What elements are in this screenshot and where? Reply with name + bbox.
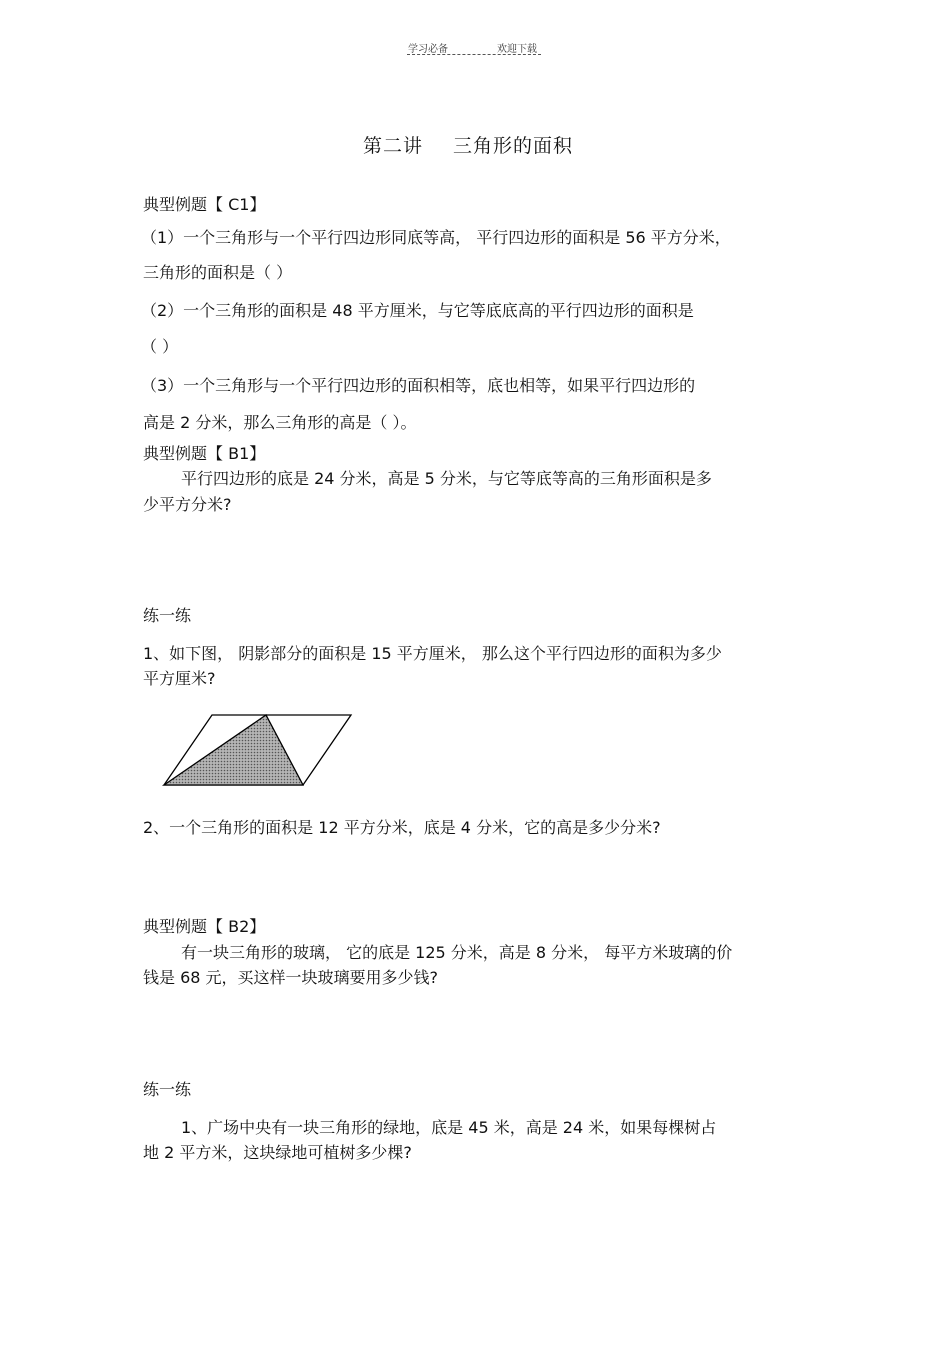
header-left: 学习必备	[408, 44, 448, 55]
shaded-triangle	[164, 715, 303, 785]
p2-q1-line1: 1、广场中央有一块三角形的绿地，底是 45 米，高是 24 米，如果每棵树占	[181, 1118, 717, 1137]
practice-heading-2: 练一练	[143, 1080, 192, 1099]
b1-line1: 平行四边形的底是 24 分米，高是 5 分米，与它等底等高的三角形面积是多	[181, 469, 712, 488]
header-right: 欢迎下载	[497, 44, 537, 55]
page-title-part2: 三角形的面积	[453, 135, 574, 157]
page-title-part1: 第二讲	[363, 135, 424, 157]
p1-q1-line2: 平方厘米?	[143, 669, 216, 688]
section-heading-b1: 典型例题【 B1】	[143, 444, 266, 463]
section-heading-b2: 典型例题【 B2】	[143, 917, 266, 936]
p2-q1-line2: 地 2 平方米，这块绿地可植树多少棵?	[143, 1143, 412, 1162]
p1-q1-line1: 1、如下图， 阴影部分的面积是 15 平方厘米， 那么这个平行四边形的面积为多少	[143, 644, 722, 663]
practice-heading-1: 练一练	[143, 606, 192, 625]
b1-line2: 少平方分米?	[143, 495, 232, 514]
c1-q3-line2: 高是 2 分米，那么三角形的高是（ ）。	[143, 413, 417, 432]
c1-q1-line2: 三角形的面积是（ ）	[143, 263, 293, 282]
c1-q2-line2: （ ）	[141, 337, 179, 356]
p1-q2: 2、一个三角形的面积是 12 平方分米，底是 4 分米，它的高是多少分米?	[143, 818, 661, 837]
b2-line2: 钱是 68 元，买这样一块玻璃要用多少钱?	[143, 968, 439, 987]
section-heading-c1: 典型例题【 C1】	[143, 195, 266, 214]
header-divider	[407, 54, 541, 55]
parallelogram-figure	[160, 712, 360, 792]
c1-q2-line1: （2）一个三角形的面积是 48 平方厘米，与它等底底高的平行四边形的面积是	[141, 301, 694, 320]
b2-line1: 有一块三角形的玻璃， 它的底是 125 分米，高是 8 分米， 每平方米玻璃的价	[181, 943, 733, 962]
c1-q1-line1: （1）一个三角形与一个平行四边形同底等高， 平行四边形的面积是 56 平方分米，	[141, 228, 731, 247]
c1-q3-line1: （3）一个三角形与一个平行四边形的面积相等，底也相等，如果平行四边形的	[141, 376, 696, 395]
